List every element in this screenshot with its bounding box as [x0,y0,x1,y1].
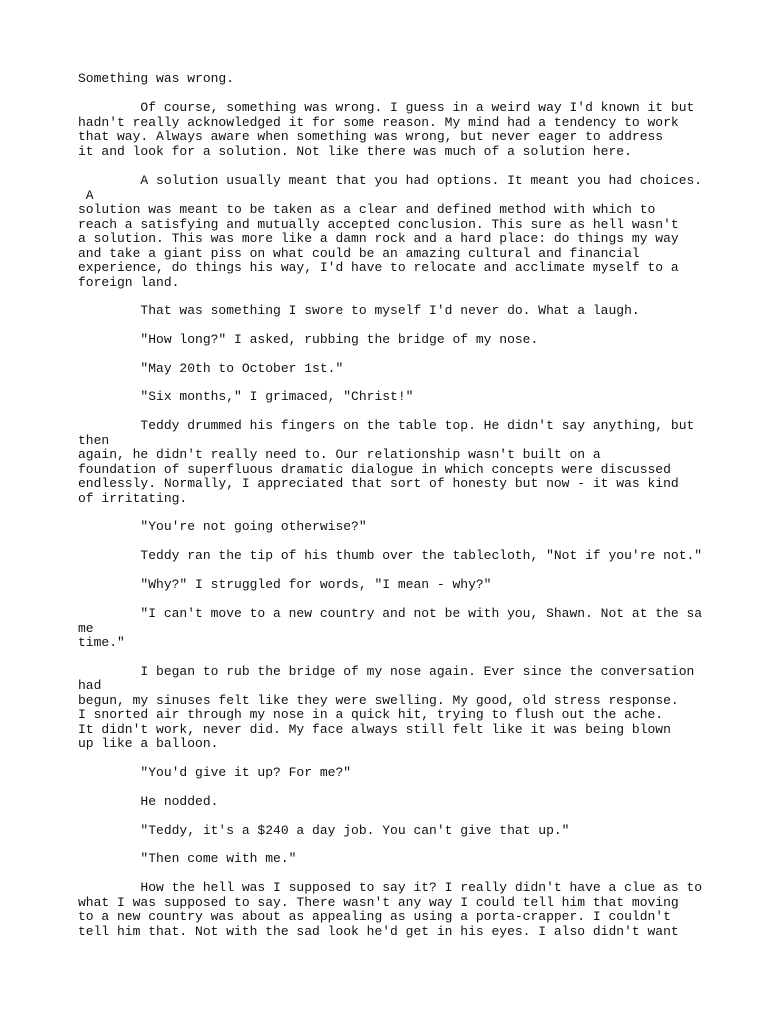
text-line: I began to rub the bridge of my nose again. Ever since the conversation [78,664,695,679]
text-line: A [78,188,94,203]
text-line: "How long?" I asked, rubbing the bridge of my nose. [78,332,539,347]
text-line: "I can't move to a new country and not be with you, Shawn. Not at the sa [78,606,703,621]
text-line: That was something I swore to myself I'd never do. What a laugh. [78,303,640,318]
text-line: "You're not going otherwise?" [78,519,367,534]
text-line: solution was meant to be taken as a clear and defined method with which to [78,202,656,217]
text-line: He nodded. [78,794,219,809]
text-line: "Six months," I grimaced, "Christ!" [78,389,414,404]
text-line: reach a satisfying and mutually accepted conclusion. This sure as hell wasn't [78,217,679,232]
text-line: Of course, something was wrong. I guess in a weird way I'd known it but [78,100,695,115]
text-line: me [78,621,94,636]
text-line: begun, my sinuses felt like they were swelling. My good, old stress response. [78,693,679,708]
text-line: Something was wrong. [78,71,235,86]
text-line: "You'd give it up? For me?" [78,765,352,780]
text-line: I snorted air through my nose in a quick hit, trying to flush out the ache. [78,707,664,722]
text-line: endlessly. Normally, I appreciated that sort of honesty but now - it was kind [78,476,679,491]
text-line: "May 20th to October 1st." [78,361,344,376]
text-line: a solution. This was more like a damn rock and a hard place: do things my way [78,231,679,246]
text-line: It didn't work, never did. My face always still felt like it was being blown [78,722,671,737]
text-line: foundation of superfluous dramatic dialogue in which concepts were discussed [78,462,671,477]
text-line: of irritating. [78,491,188,506]
text-line: "Then come with me." [78,851,297,866]
text-line: Teddy drummed his fingers on the table top. He didn't say anything, but [78,418,695,433]
text-line: then [78,433,110,448]
text-line: hadn't really acknowledged it for some reason. My mind had a tendency to work [78,115,679,130]
text-line: A solution usually meant that you had options. It meant you had choices. [78,173,703,188]
text-line: "Why?" I struggled for words, "I mean - why?" [78,577,492,592]
text-line: time." [78,635,125,650]
text-line: foreign land. [78,275,180,290]
text-line: experience, do things his way, I'd have to relocate and acclimate myself to a [78,260,679,275]
text-line: tell him that. Not with the sad look he'd get in his eyes. I also didn't want [78,924,679,939]
text-line: "Teddy, it's a $240 a day job. You can't give that up." [78,823,570,838]
text-line: How the hell was I supposed to say it? I really didn't have a clue as to [78,880,703,895]
text-line: and take a giant piss on what could be an amazing cultural and financial [78,246,640,261]
text-line: it and look for a solution. Not like there was much of a solution here. [78,144,632,159]
text-line: again, he didn't really need to. Our relationship wasn't built on a [78,447,601,462]
text-line: that way. Always aware when something was wrong, but never eager to address [78,129,664,144]
text-line: had [78,678,102,693]
text-line: what I was supposed to say. There wasn't any way I could tell him that moving [78,895,679,910]
text-line: to a new country was about as appealing as using a porta-crapper. I couldn't [78,909,671,924]
text-line: up like a balloon. [78,736,219,751]
text-line: Teddy ran the tip of his thumb over the tablecloth, "Not if you're not." [78,548,703,563]
